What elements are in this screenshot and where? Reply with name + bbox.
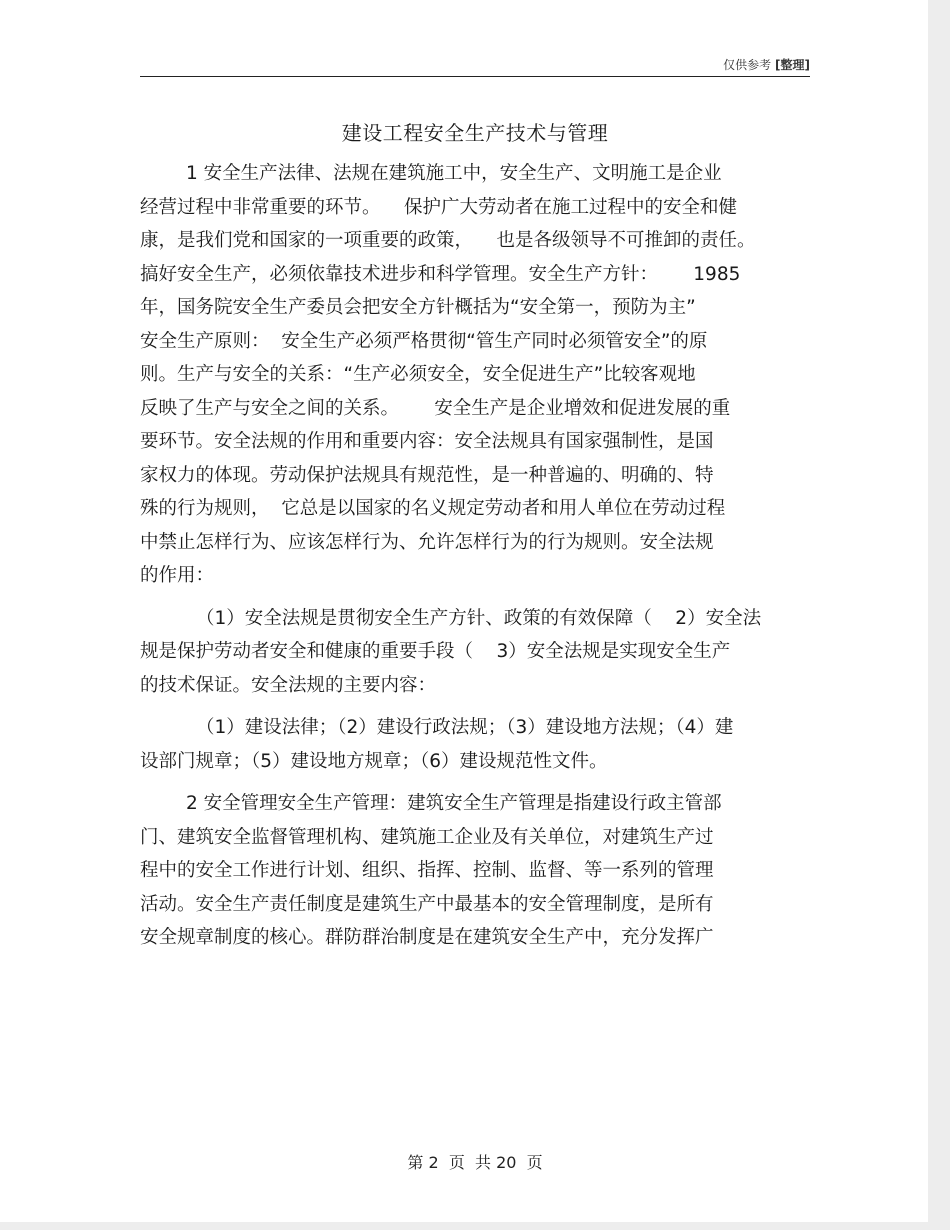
paragraph-line: 设部门规章；（5）建设地方规章；（6）建设规范性文件。 [140, 750, 608, 772]
paragraph-line: 安全规章制度的核心。群防群治制度是在建筑安全生产中，充分发挥广 [140, 927, 714, 948]
paragraph-line: 年，国务院安全生产委员会把安全方针概括为“安全第一，预防为主” [140, 297, 696, 318]
paragraph-line: 程中的安全工作进行计划、组织、指挥、控制、监督、等一系列的管理 [140, 860, 714, 881]
paragraph-line: 规是保护劳动者安全和健康的重要手段（ 3）安全法规是实现安全生产 [140, 641, 731, 662]
paragraph-line: 门、建筑安全监督管理机构、建筑施工企业及有关单位，对建筑生产过 [140, 826, 714, 848]
paragraph-line: 则。生产与安全的关系：“生产必须安全，安全促进生产”比较客观地 [140, 364, 696, 385]
page-footer: 第 2 页 共 20 页 [407, 1153, 543, 1172]
paragraph-line: 的技术保证。安全法规的主要内容： [140, 674, 437, 696]
document-title: 建设工程安全生产技术与管理 [341, 121, 609, 145]
paragraph-line: 2 安全管理安全生产管理：建筑安全生产管理是指建设行政主管部 [186, 793, 722, 814]
paragraph-line: 安全生产原则： 安全生产必须严格贯彻“管生产同时必须管安全”的原 [140, 330, 708, 352]
paragraph-line: 中禁止怎样行为、应该怎样行为、允许怎样行为的行为规则。安全法规 [140, 531, 714, 553]
paragraph-line: （1）安全法规是贯彻安全生产方针、政策的有效保障（ 2）安全法 [196, 607, 762, 629]
paragraph-line: 搞好安全生产，必须依靠技术进步和科学管理。安全生产方针： 1985 [140, 263, 741, 285]
header-note [723, 56, 810, 73]
paragraph-line: 经营过程中非常重要的环节。 保护广大劳动者在施工过程中的安全和健 [140, 196, 738, 218]
header-rule [140, 76, 810, 77]
paragraph-line: 活动。安全生产责任制度是建筑生产中最基本的安全管理制度，是所有 [140, 893, 714, 915]
paragraph-line: 1 安全生产法律、法规在建筑施工中，安全生产、文明施工是企业 [186, 163, 722, 184]
document-body [140, 157, 820, 955]
header-note-text: 仅供参考 [723, 58, 772, 72]
paragraph-line: 反映了生产与安全之间的关系。 安全生产是企业增效和促进发展的重 [140, 397, 731, 419]
paragraph-line: 家权力的体现。劳动保护法规具有规范性，是一种普遍的、明确的、特 [140, 464, 714, 486]
header-note-bracket: [整理] [775, 58, 810, 72]
paragraph-line: 要环节。安全法规的作用和重要内容：安全法规具有国家强制性，是国 [140, 431, 714, 452]
paragraph-line: 康，是我们党和国家的一项重要的政策， 也是各级领导不可推卸的责任。 [140, 230, 756, 251]
paragraph-line: （1）建设法律；（2）建设行政法规；（3）建设地方法规；（4）建 [196, 717, 734, 738]
page-edge-bottom [0, 1222, 950, 1230]
page-edge [928, 0, 950, 1230]
paragraph-line: 的作用： [140, 565, 215, 586]
paragraph-line: 殊的行为规则， 它总是以国家的名义规定劳动者和用人单位在劳动过程 [140, 498, 726, 519]
